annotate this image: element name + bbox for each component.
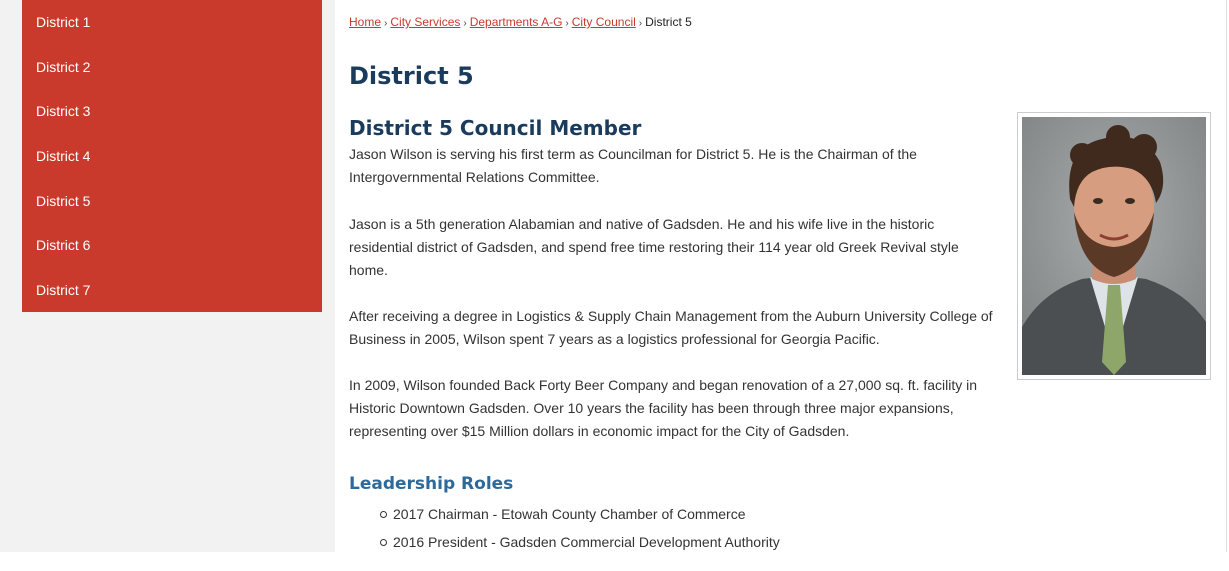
list-item xyxy=(380,528,780,556)
breadcrumb-separator: › xyxy=(565,18,569,29)
bio-paragraph-1: Jason Wilson is serving his first term as Councilman for District 5. He is the Chairman of the Intergovernmental Relations Committee. xyxy=(349,146,917,185)
bio-paragraph-3: After receiving a degree in Logistics & Supply Chain Management from the Auburn University College of Business in 2005, Wilson spent 7 years as a logistics professional for Georgia Pacific. xyxy=(349,308,993,347)
sidebar-item-district-2[interactable]: District 2 xyxy=(36,59,91,75)
role-text: 2016 President - Gadsden Commercial Development Authority xyxy=(393,534,780,550)
content-right-border xyxy=(1226,0,1227,552)
sidebar-item-district-4[interactable]: District 4 xyxy=(36,148,91,164)
breadcrumb xyxy=(349,15,692,29)
section-title: District 5 Council Member xyxy=(349,116,642,140)
breadcrumb-current: District 5 xyxy=(645,15,692,29)
bullet-icon xyxy=(380,539,387,546)
sidebar-item-district-1[interactable]: District 1 xyxy=(36,14,91,30)
role-text: 2017 Chairman - Etowah County Chamber of Commerce xyxy=(393,506,746,522)
breadcrumb-link-departments[interactable]: Departments A-G xyxy=(469,15,563,29)
sidebar-item-district-7[interactable]: District 7 xyxy=(36,282,91,298)
sidebar-item-district-5[interactable]: District 5 xyxy=(36,193,91,209)
sidebar-district-nav xyxy=(22,0,322,312)
sidebar-item-district-6[interactable]: District 6 xyxy=(36,237,91,253)
breadcrumb-separator: › xyxy=(384,18,388,29)
bio-paragraph-4: In 2009, Wilson founded Back Forty Beer Company and began renovation of a 27,000 sq. ft. facility in Historic Downtown Gadsden. Over 10 years the facility has been through three major expansions, representing over $15 Million dollars in economic impact for the City of Gadsden. xyxy=(349,377,978,439)
council-member-photo xyxy=(1022,117,1206,375)
breadcrumb-separator: › xyxy=(463,18,467,29)
leadership-roles-heading: Leadership Roles xyxy=(349,474,514,494)
sidebar-item-district-3[interactable]: District 3 xyxy=(36,103,91,119)
breadcrumb-separator: › xyxy=(638,18,643,29)
council-member-photo-frame xyxy=(1017,112,1211,380)
leadership-roles-list xyxy=(380,500,780,556)
breadcrumb-link-city-services[interactable]: City Services xyxy=(390,15,461,29)
breadcrumb-link-city-council[interactable]: City Council xyxy=(571,15,636,29)
bio-paragraph-2: Jason is a 5th generation Alabamian and native of Gadsden. He and his wife live in the historic residential district of Gadsden, and spend free time restoring their 114 year old Greek Revival style home. xyxy=(349,216,959,278)
list-item xyxy=(380,500,780,528)
page-title: District 5 xyxy=(349,62,474,90)
breadcrumb-link-home[interactable]: Home xyxy=(349,15,382,29)
bullet-icon xyxy=(380,511,387,518)
